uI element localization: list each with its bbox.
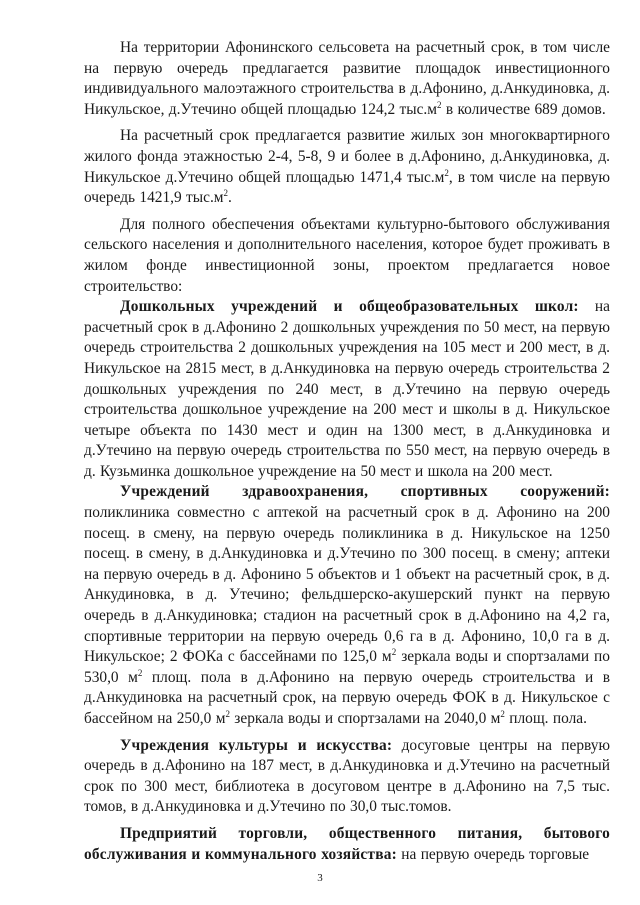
section-heading: Учреждений здравоохранения, спортивных сооружений: (120, 483, 610, 501)
paragraph-trade (84, 824, 610, 865)
paragraph-text: досуговые центры на первую очередь в д.Афонино на 187 мест, в д.Анкудиновка и д.Утечино на расчетный срок по 300 мест, библиотека в досуговом центре в д.Афонино на 7,5 тыс. томов, в д.Анкудиновка и д.Утечино по 30,0 тыс.томов. (84, 736, 610, 816)
superscript: 2 (137, 667, 143, 678)
paragraph-culture (84, 736, 610, 818)
superscript: 2 (223, 188, 229, 199)
paragraph-text: зеркала воды и спортзалами по 530,0 м (84, 648, 610, 686)
superscript: 2 (437, 99, 442, 110)
paragraph-text: на первую очередь торговые (396, 845, 590, 863)
paragraph-text: На территории Афонинского сельсовета на расчетный срок, в том числе на первую очередь предлагается развитие площадок инвестиционного индивидуального малоэтажного строительства в д.Афонино, д.Анкудиновка, д. Никульское, д.Утечино общей площадью 124,2 тыс.м (84, 39, 610, 118)
paragraph-residential-individual (84, 38, 610, 120)
superscript: 2 (500, 709, 505, 719)
section-heading: Дошкольных учреждений и общеобразовательных школ: (120, 298, 579, 316)
paragraph-text: . (228, 189, 232, 207)
section-heading: Учреждения культуры и искусства: (120, 736, 393, 754)
paragraph-text: в количестве 689 домов. (441, 100, 606, 118)
paragraph-text: зеркала воды и спортзалами на 2040,0 м (229, 710, 501, 727)
superscript: 2 (391, 647, 397, 658)
paragraph-text: площ. пола. (504, 710, 587, 727)
paragraph-text: на расчетный срок в д.Афонино 2 дошкольных учреждения по 50 мест, на первую очередь строительства 2 дошкольных учреждения на 105 мест и 200 мест, в д. Никульское на 2815 мест, в д.Анкудиновка на первую очередь строительства 2 дошкольных учреждения по 240 мест, в д.Утечино на первую очередь строительства дошкольное учреждение на 200 мест и школы в д. Никульское четыре объекта по 1430 мест и один на 1300 мест, в д.Анкудиновка и д.Утечино на первую очередь строительства по 550 мест, на первую очередь в д. Кузьминка дошкольное учреждение на 50 мест и школа на 200 мест. (84, 298, 610, 480)
paragraph-text: На расчетный срок предлагается развитие жилых зон многоквартирного жилого фонда этажностью 2-4, 5-8, 9 и более в д.Афонино, д.Анкудиновка, д. Никульское д.Утечино общей площадью 1471,4 тыс.м (84, 127, 610, 186)
paragraph-text: , в том числе на первую очередь 1421,9 тыс.м (84, 168, 610, 207)
page-number: 3 (317, 872, 323, 884)
paragraph-text: Для полного обеспечения объектами культурно-бытового обслуживания сельского населения и дополнительного населения, которое будет проживать в жилом фонде инвестиционной зоны, проектом предлагается новое строительство: (84, 215, 610, 295)
superscript: 2 (225, 709, 230, 719)
paragraph-schools (84, 297, 610, 482)
section-heading: Предприятий торговли, общественного питания, бытового обслуживания и коммунального хозяйства: (84, 824, 610, 863)
paragraph-text: площ. пола в д.Афонино на первую очередь строительства и в д.Анкудиновка на расчетный срок, на первую очередь ФОК в д. Никульское с бассейном на 250,0 м (84, 668, 611, 727)
paragraph-services-intro (84, 215, 610, 297)
paragraph-healthcare-sports (84, 482, 610, 729)
paragraph-text: поликлиника совместно с аптекой на расчетный срок в д. Афонино на 200 посещ. в смену, на первую очередь поликлиника в д. Никульское на 1250 посещ. в смену, в д.Анкудиновка и д.Утечино по 300 посещ. в смену; аптеки на первую очередь в д. Афонино 5 объектов и 1 объект на расчетный срок, в д. Анкудиновка, в д. Утечино; фельдшерско-акушерский пункт на первую очередь в д.Анкудиновка; стадион на расчетный срок в д.Афонино на 4,2 га, спортивные территории на первую очередь 0,6 га в д. Афонино, 10,0 га в д. Никульское; 2 ФОКа с бассейнами по 125,0 м (84, 504, 610, 666)
paragraph-residential-multistorey (84, 126, 610, 208)
superscript: 2 (444, 167, 449, 178)
